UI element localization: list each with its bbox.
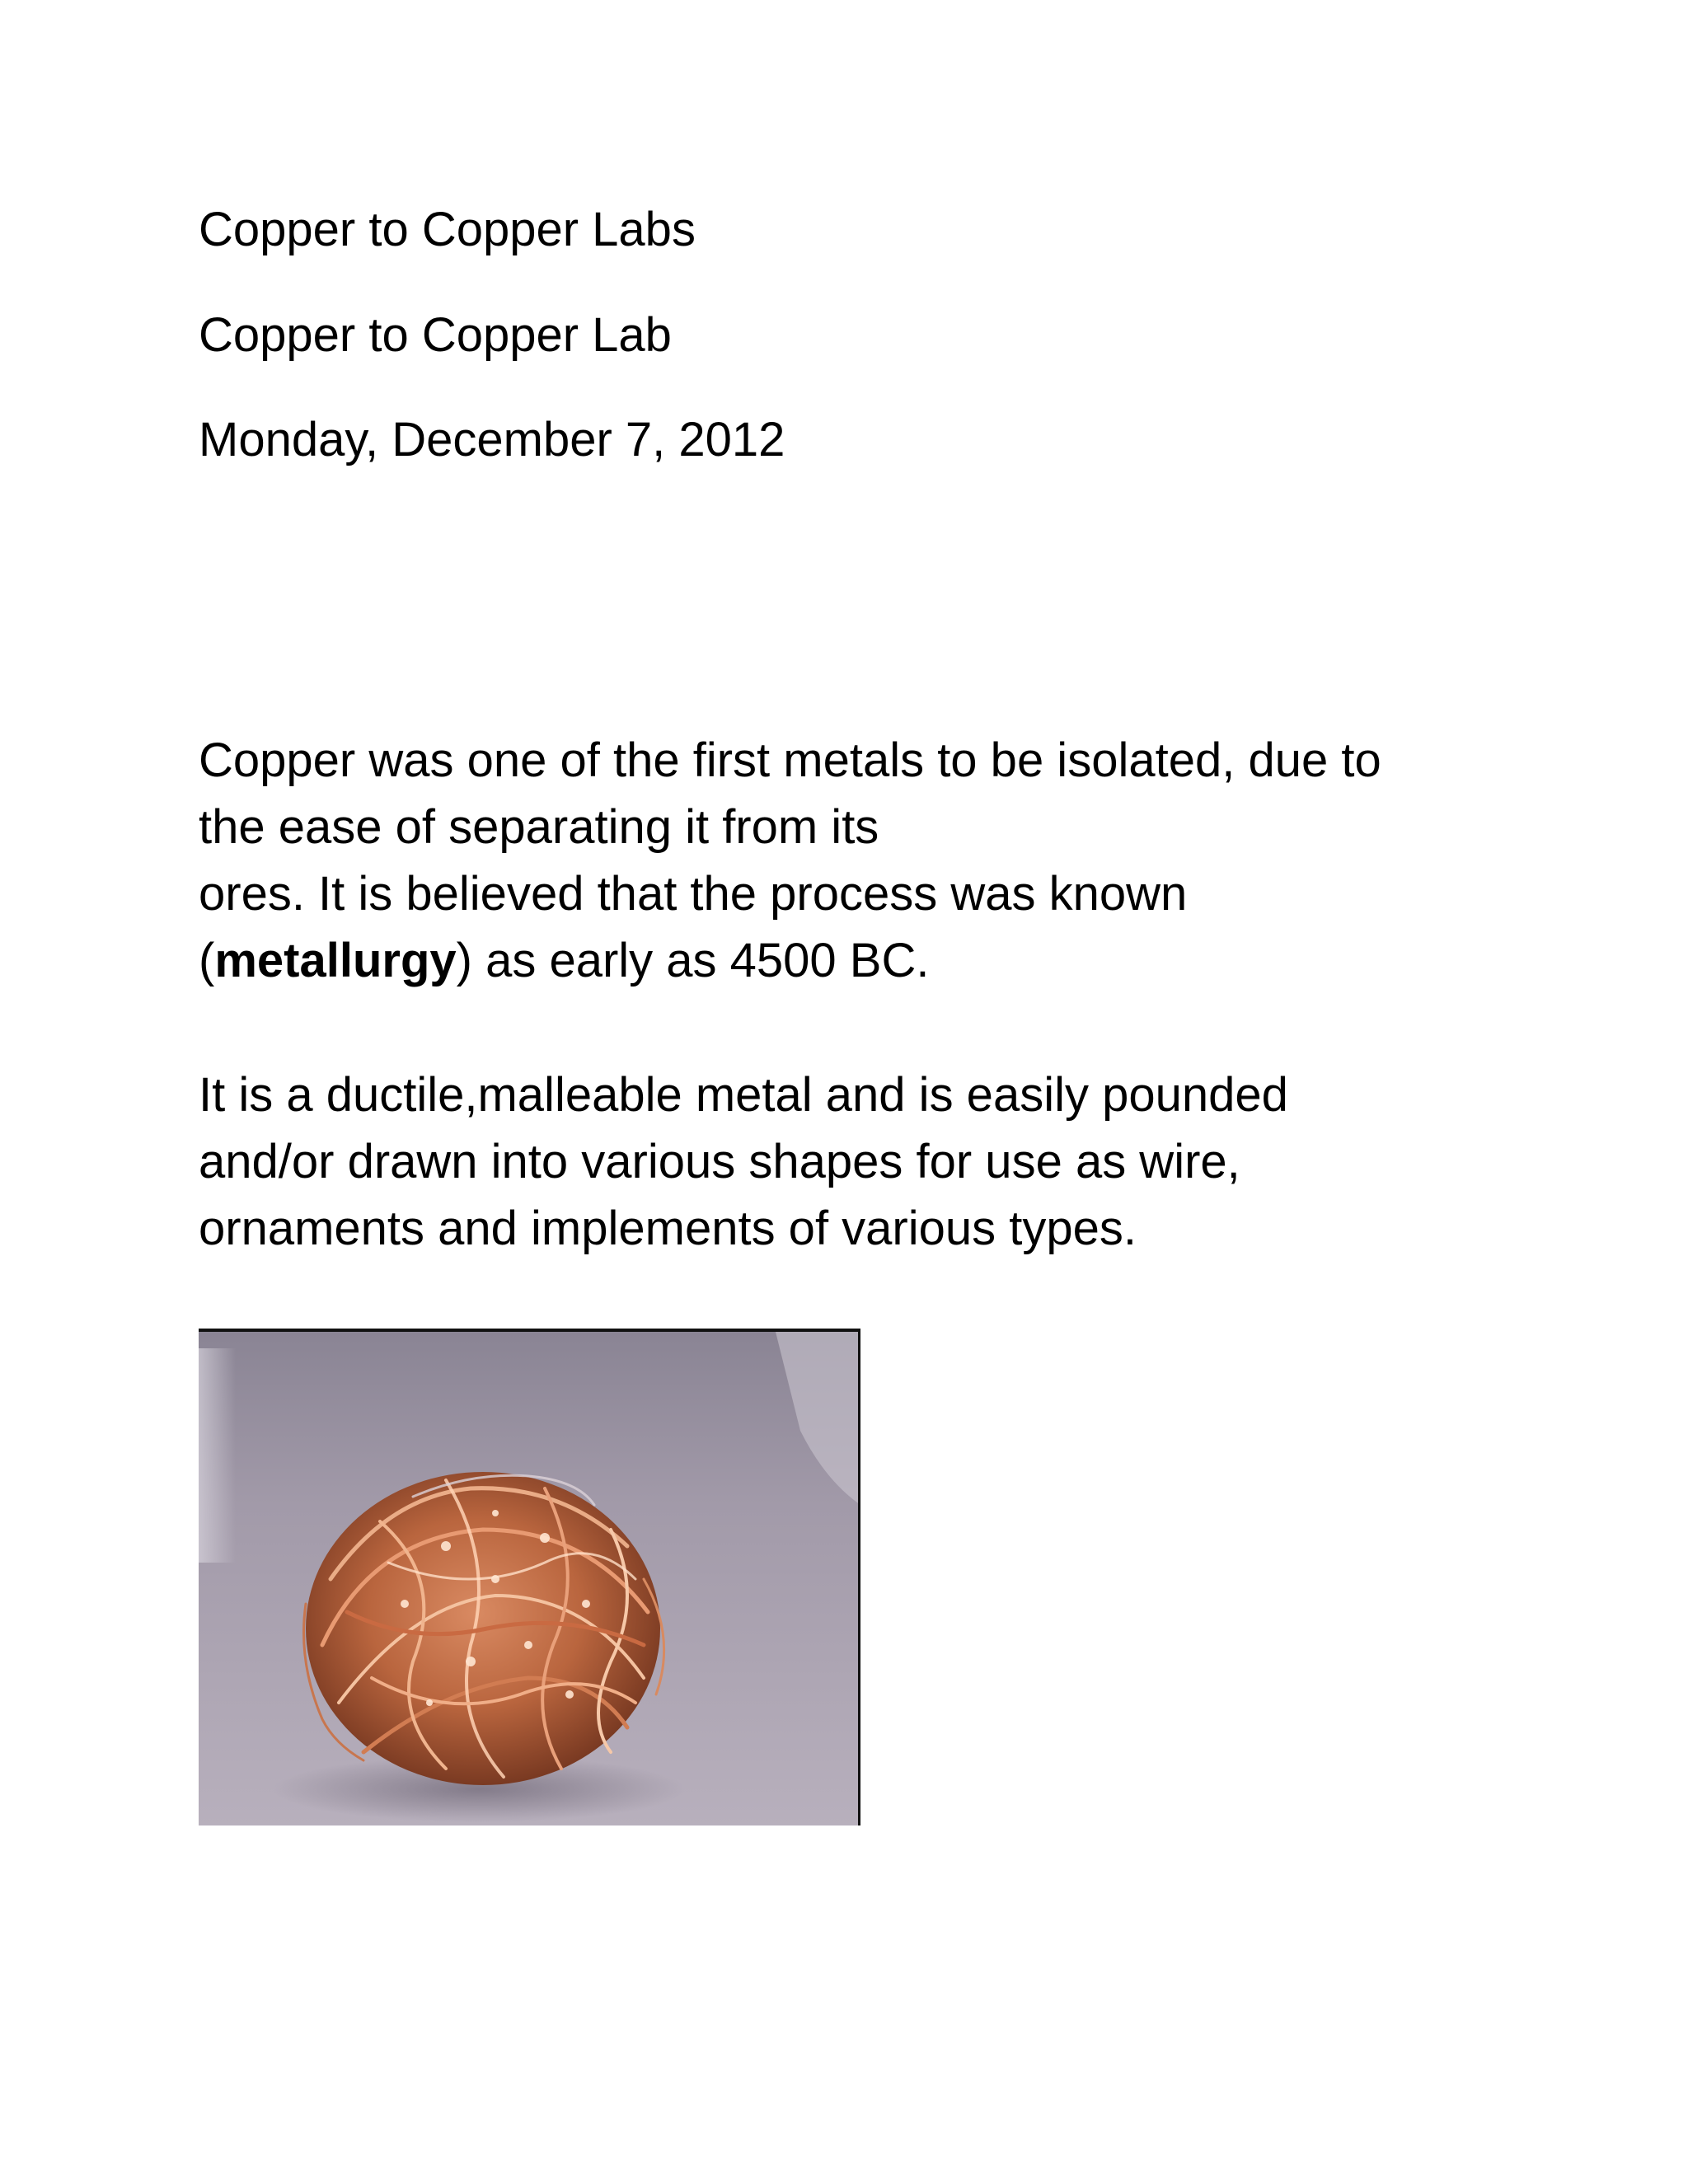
document-subtitle: Copper to Copper Lab <box>199 308 672 362</box>
document-title: Copper to Copper Labs <box>199 203 696 256</box>
document-date: Monday, December 7, 2012 <box>199 413 785 466</box>
paragraph-copper-properties <box>199 1062 1517 1262</box>
paragraph-line: the ease of separating it from its <box>199 800 879 854</box>
paragraph-line <box>199 927 1517 994</box>
metallurgy-term: metallurgy <box>214 934 457 987</box>
paragraph-line-rest: ) as early as 4500 BC. <box>456 934 930 987</box>
glass-reflection-left <box>199 1348 236 1563</box>
copper-wire-ball-image <box>199 1332 860 1825</box>
paragraph-line: and/or drawn into various shapes for use as wire, <box>199 1135 1240 1188</box>
copper-wire-ball-photo <box>199 1329 860 1825</box>
paragraph-line: ornaments and implements of various types. <box>199 1202 1137 1255</box>
paragraph-line: It is a ductile,malleable metal and is easily pounded <box>199 1068 1288 1122</box>
open-paren: ( <box>199 934 215 987</box>
paragraph-line: ores. It is believed that the process was known <box>199 867 1188 921</box>
paragraph-line: Copper was one of the first metals to be isolated, due to <box>199 733 1381 787</box>
paragraph-copper-history <box>199 727 1517 994</box>
